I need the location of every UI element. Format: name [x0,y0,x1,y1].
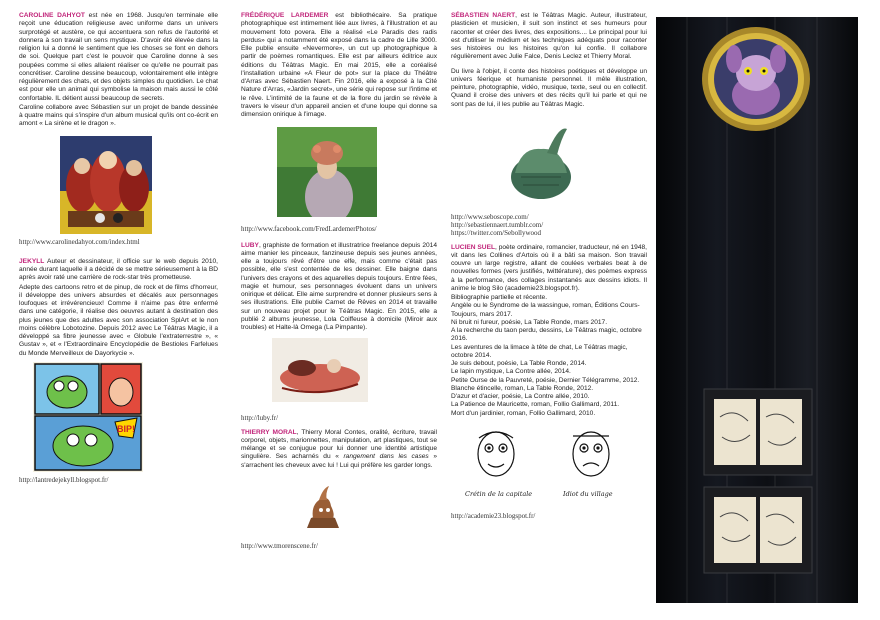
biblio-item: A la recherche du taon perdu, dessins, Le Téâtras magic, octobre 2016. [451,327,642,343]
lucien-bio: LUCIEN SUEL, poète ordinaire, romancier, traducteur, né en 1948, vit dans les Collines d'Artois où il a bâti sa maison. Son travail couvre un large registre, allant de coulées verbales beat à de nouvelles formes (vers justifiés, twittérature), des poèmes express à la performance, des collages instantanés aux dessins idiots. Il anime le blog Silo (academie23.blogspot.fr). [451,243,647,292]
column-2 [241,12,437,550]
jekyll-bio: JEKYLL Auteur et dessinateur, il officie sur le web depuis 2010, année durant laquelle il a décidé de se mettre sérieusement à la BD après avoir raté une carrière de rock-star très prometteuse. [19,257,218,282]
caroline-bio: CAROLINE DAHYOT est née en 1968. Jusqu'en terminale elle reçoit une éducation religieuse avec uniforme dans un univers surprotégé et austère, ce qui accentuera son refus de l'autorité et donnera à son travail un sens mystique. D'avoir été élevée dans la religion lui a donné le sentiment que les choses se font en dehors de soi. Quelque part c'est le pouvoir que Caroline donne à ses poupées comme si elles allaient réaliser ce qu'elle ne pourrait pas concrétiser. Caroline dessine beaucoup, volontairement elle intègre régulièrement des chats, et des objets simples du quotidien. Le chat est pour elle un animal qui symbolise la maison mais aussi le côté confortable. IL détient aussi beaucoup de secrets. [19,12,218,102]
jekyll-bio-2: Adepte des cartoons retro et de pinup, de rock et de films d'horreur, il développe des univers absurdes et décalés aux personnages loufoques et irrévérencieux! Comme il n'aime pas être enfermé dans une catégorie, il réalise des oeuvres autant à destination des plus jeunes que des adultes avec son association SplArt et le non moins célèbre Lobotozine. Depuis 2012 avec Le Téâtras Magic, il a développé sa fibre jeunesse avec « Globule l'extraterrestre », « Gustav », et « l'Extraordinaire Encyclopédie de Bestioles Farfelues du Monde Merveilleux de Dayorkycie ». [19,283,218,357]
caroline-url[interactable]: http://www.carolinedahyot.com/index.html [19,237,140,246]
sebastien-bio: SÉBASTIEN NAERT, est le Téâtras Magic. Auteur, illustrateur, plasticien et musicien, il suit son instinct et ses humeurs pour raconter et créer des livres, des expositions.... Le principal pour lui est d'utiliser le médium et les techniques adéquats pour raconter ses histoires ou les histoires qu'on lui confie. Il collabore régulièrement avec Julie Falce, Denis Leclez et Thierry Moral. [451,12,647,61]
thierry-url[interactable]: http://www.tmorenscene.fr/ [241,541,318,550]
luby-illustration [272,338,368,402]
biblio-item: D'azur et d'acier, poésie, La Contre allée, 2010. [451,393,590,400]
thierry-drawing [295,476,351,534]
sebastien-bio-2: Du livre à l'objet, il conte des histoires poétiques et développe un univers féerique et humaniste personnel. Il mêle illustration, peinture, photographie, vidéo, musique, texte, seul ou en collectif. Quand il croise des univers et des récits qu'il lui parle et qui ne sont pas de lui, il les publie au Téâtras Magic. [451,67,647,108]
drawing-caption-right: Idiot du village [563,489,613,498]
caroline-name: CAROLINE DAHYOT [19,12,85,19]
biblio-item: Blanche étincelle, roman, La Table Ronde, 2012. [451,384,594,392]
exhibition-photo [656,17,858,603]
comic-bip: BIP! [117,423,135,434]
lucien-bibliography [451,294,647,418]
biblio-item: Mort d'un jardinier, roman, Follio Gallimard, 2010. [451,409,596,417]
biblio-item: Ni bruit ni fureur, poésie, La Table Ronde, mars 2017. [451,318,608,326]
biblio-item: Bibliographie partielle et récente. [451,294,548,301]
frederique-photo [277,127,377,217]
jekyll-url[interactable]: http://lantredejekyll.blogspot.fr/ [19,475,109,484]
jekyll-comic [33,362,143,472]
sebastien-links [451,213,647,238]
biblio-item: Angèle ou le Syndrome de la wassingue, roman, Éditions Cours-Toujours, mars 2017. [451,302,640,318]
caroline-illustration [60,136,152,234]
frederique-name: FRÉDÉRIQUE LARDEMER [241,12,329,19]
drawing-caption-left: Crétin de la capitale [465,489,533,498]
lucien-url[interactable]: http://academie23.blogspot.fr/ [451,511,536,520]
sebastien-url-3[interactable]: https://twitter.com/Sebollywood [451,229,542,238]
thierry-name: THIERRY MORAL [241,428,297,436]
luby-url[interactable]: http://luby.fr/ [241,414,279,423]
thierry-bio: THIERRY MORAL, Thierry Moral Contes, oralité, écriture, travail corporel, objets, marionnettes, manipulation, art plastiques, tout se mélange et se conjugue pour lui donner une identité artistique singulière. Ses acharnés du « rangement dans les cases » s'arrachent les cheveux avec lui ! Lui qui préfère les garder longs. [241,428,437,469]
column-3 [451,12,647,520]
frederique-bio: FRÉDÉRIQUE LARDEMER est bibliothécaire. Sa pratique photographique est intimement liée aux livres, à l'illustration et au mouvement foto povera. Elle a réalisé «Le Paradis des radis perdus» qui a notamment été exposé dans la cadre de Lille 3000. Elle publie ensuite «Nevermore», un cut up photographique à partir de poèmes romantiques. Elle est par ailleurs éditrice aux éditions du Téâtras Magic. En mai 2015, elle a coréalisé l'installation urbaine «A Fleur de pot» sur la place du Théâtre d'Arras avec Sébastien Naert. Fin 2016, elle a exposé à la Cité Nature d'Arras, «Jardin secret», une série qui repose sur l'intime et le rêve. L'intimité de la faune et de la flore du jardin se révèle à travers le viseur d'un appareil ancien et d'une loupe qui donne sa dimension onirique à l'image. [241,12,437,118]
sebastien-url-2[interactable]: http://sebastiennaert.tumblr.com/ [451,221,544,229]
frederique-url[interactable]: http://www.facebook.com/FredLardemerPhotos/ [241,225,377,234]
lucien-name: LUCIEN SUEL [451,243,495,251]
luby-bio: LUBY, graphiste de formation et illustratrice freelance depuis 2014 aime manier les pinceaux, fanzineuse depuis ses jeunes années, elle a toujours rêvé d'être une elfe, mais comme c'était pas possible, elle s'est contentée de les dessiner. Elle baigne dans l'univers des crayons et des aquarelles depuis toujours. Entre fées, magie et humour, ses personnages évoluent dans un univers onirique et délicat. Elle aime surprendre et donner plusieurs sens à ses illustrations. Elle publie Carnet de Rêves en 2014 et travaille sur un nouveau projet pour le Téâtras Magic. En 2015, elle a publié 2 albums jeunesse, Lola Coiffeuse à domicile (Miroir aux troubles) et Halte-là Omega (La Pimpante). [241,241,437,331]
jekyll-name: JEKYLL [19,257,45,265]
biblio-item: Les aventures de la limace à tête de chat, Le Téâtras magic, octobre 2014. [451,343,628,359]
biblio-item: Je suis debout, poésie, La Table Ronde, 2014. [451,360,587,367]
sebastien-sculpture [501,117,581,209]
biblio-item: Petite Ourse de la Pauvreté, poésie, Dernier Télégramme, 2012. [451,376,640,384]
sebastien-name: SÉBASTIEN NAERT [451,12,516,19]
lucien-drawings [451,424,641,508]
sebastien-url-1[interactable]: http://www.seboscope.com/ [451,212,529,221]
caroline-bio-2: Caroline collabore avec Sébastien sur un projet de bande dessinée à quatre mains qui s'inspire d'un album musical qu'ils ont co-écrit en amont « La sirène et le dragon ». [19,103,218,128]
biblio-item: Le lapin mystique, La Contre allée, 2014. [451,368,571,376]
column-1 [19,12,218,484]
luby-name: LUBY [241,241,259,249]
biblio-item: La Patience de Mauricette, roman, Follio Gallimard, 2011. [451,401,620,409]
